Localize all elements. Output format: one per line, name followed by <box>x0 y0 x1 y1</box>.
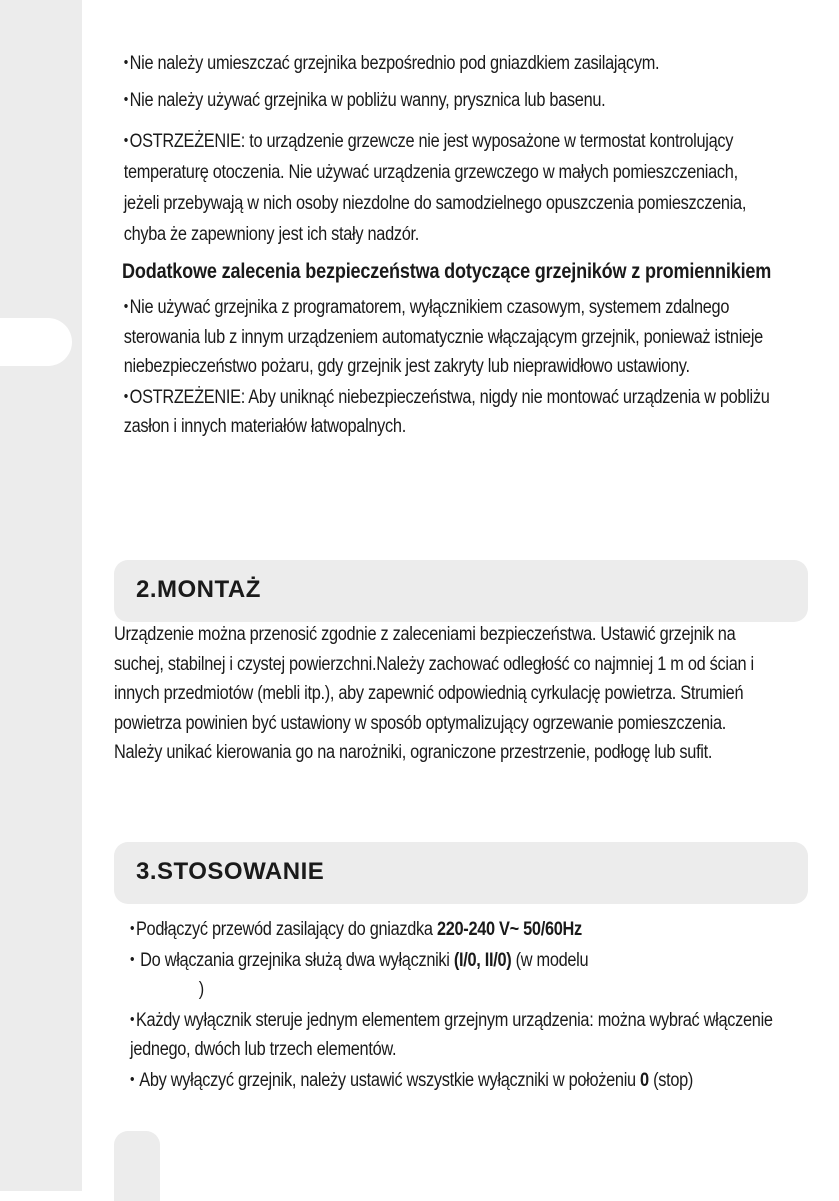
section-title-montaz: 2.MONTAŻ <box>136 576 261 603</box>
subheading-radiant-heaters: Dodatkowe zalecenia bezpieczeństwa dotyczące grzejników z promiennikiem <box>122 260 772 283</box>
safety-bullet-2: •Nie należy używać grzejnika w pobliżu wanny, prysznica lub basenu. <box>123 89 606 111</box>
usage-bullet-1: •Podłączyć przewód zasilający do gniazdka 220-240 V~ 50/60Hz <box>130 919 582 940</box>
usage-bullet-3: •Każdy wyłącznik steruje jednym elementem grzejnym urządzenia: można wybrać włączenie jednego, dwóch lub trzech elementów. <box>130 1009 773 1060</box>
safety-warning-2: •OSTRZEŻENIE: Aby uniknąć niebezpieczeństwa, nigdy nie montować urządzenia w pobliżu zasłon i innych materiałów łatwopalnych. <box>123 386 770 437</box>
usage-bullet-2: • Do włączania grzejnika służą dwa wyłączniki (I/0, II/0) (w modelu <box>130 949 589 971</box>
left-margin-strip <box>0 0 82 1191</box>
stosowanie-body <box>130 914 779 1095</box>
side-tab-marker <box>0 318 72 366</box>
montaz-paragraph: Urządzenie można przenosić zgodnie z zaleceniami bezpieczeństwa. Ustawić grzejnik na suchej, stabilnej i czystej powierzchni.Należy zachować odległość co najmniej 1 m od ścian i innych przedmiotów (mebli itp.), aby zapewnić odpowiednią cyrkulację powietrza. Strumień powietrza powinien być ustawiony w sposób optymalizujący ogrzewanie pomieszczenia. Należy unikać kierowania go na narożniki, ograniczone przestrzenie, podłogę lub sufit. <box>114 624 754 763</box>
usage-bullet-4: • Aby wyłączyć grzejnik, należy ustawić wszystkie wyłączniki w położeniu 0 (stop) <box>130 1069 694 1091</box>
safety-bullet-1: •Nie należy umieszczać grzejnika bezpośrednio pod gniazdkiem zasilającym. <box>123 53 660 74</box>
section-title-stosowanie: 3.STOSOWANIE <box>136 858 325 885</box>
safety-section <box>122 48 772 442</box>
section-header-montaz <box>114 560 808 622</box>
safety-warning-1: •OSTRZEŻENIE: to urządzenie grzewcze nie jest wyposażone w termostat kontrolujący temperaturę otoczenia. Nie używać urządzenia grzewczego w małych pomieszczeniach, jeżeli przebywają w nich osoby niezdolne do samodzielnego opuszczenia pomieszczenia, chyba że zapewniony jest ich stały nadzór. <box>123 131 747 245</box>
usage-bullet-2-cont: ) <box>198 979 204 1000</box>
montaz-body <box>114 620 763 768</box>
safety-bullet-3: •Nie używać grzejnika z programatorem, wyłącznikiem czasowym, systemem zdalnego sterowania lub z innym urządzeniem automatycznie włączającym grzejnik, ponieważ istnieje niebezpieczeństwo pożaru, gdy grzejnik jest zakryty lub nieprawidłowo ustawiony. <box>123 297 763 377</box>
section-header-stosowanie <box>114 842 808 904</box>
